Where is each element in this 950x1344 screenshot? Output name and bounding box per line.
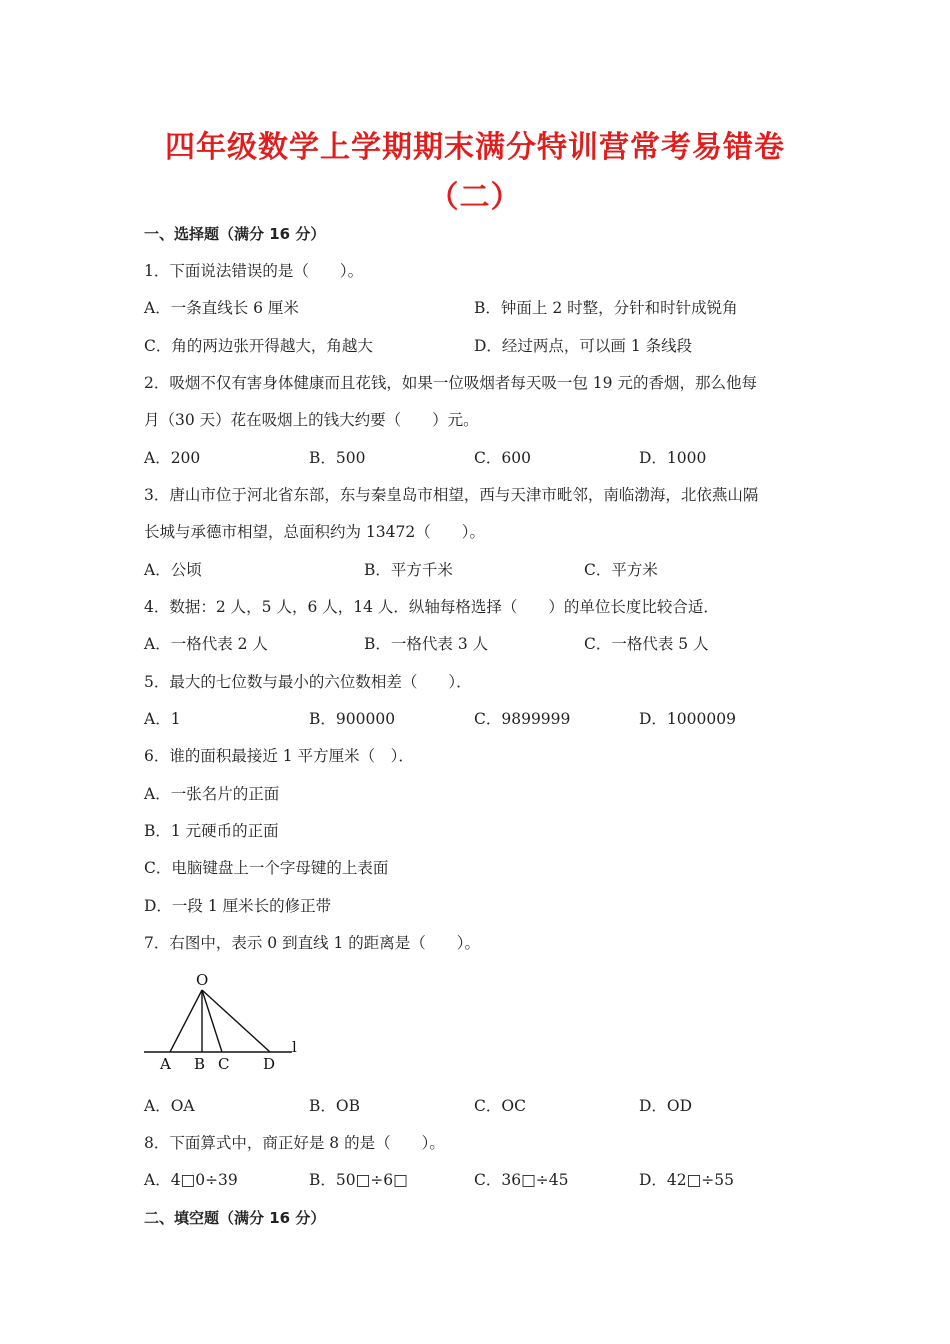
question-4-option-b[interactable]: B．一格代表 3 人 (364, 635, 489, 653)
question-8-stem: 8．下面算式中，商正好是 8 的是（ ）。 (144, 1134, 445, 1152)
question-5-option-a[interactable]: A．1 (144, 710, 181, 728)
question-3-option-c[interactable]: C．平方米 (584, 561, 658, 579)
question-5-option-d[interactable]: D．1000009 (639, 710, 736, 728)
point-b-label: B (194, 1055, 206, 1073)
question-6-stem: 6．谁的面积最接近 1 平方厘米（ ）． (144, 747, 414, 765)
question-7-option-c[interactable]: C．OC (474, 1097, 526, 1115)
question-1-option-c[interactable]: C．角的两边张开得越大，角越大 (144, 337, 373, 355)
question-1-option-a[interactable]: A．一条直线长 6 厘米 (144, 299, 299, 317)
question-8-option-c[interactable]: C．36□÷45 (474, 1171, 569, 1189)
point-d-label: D (263, 1055, 276, 1073)
question-6-option-b[interactable]: B．1 元硬币的正面 (144, 822, 279, 840)
section-heading-choice: 一、选择题（满分 16 分） (144, 225, 326, 243)
question-7-stem: 7．右图中，表示 0 到直线 1 的距离是（ ）。 (144, 934, 481, 952)
section-heading-fill-blank: 二、填空题（满分 16 分） (144, 1209, 326, 1227)
question-7-option-a[interactable]: A．OA (144, 1097, 195, 1115)
question-2-stem-line2: 月（30 天）花在吸烟上的钱大约要（ ）元。 (144, 411, 479, 429)
question-2-option-b[interactable]: B．500 (309, 449, 366, 467)
question-4-stem: 4．数据：2 人，5 人，6 人，14 人．纵轴每格选择（ ）的单位长度比较合适． (144, 598, 719, 616)
question-8-option-a[interactable]: A．4□0÷39 (144, 1171, 238, 1189)
question-2-option-d[interactable]: D．1000 (639, 449, 707, 467)
question-6-option-a[interactable]: A．一张名片的正面 (144, 785, 280, 803)
question-3-option-b[interactable]: B．平方千米 (364, 561, 453, 579)
question-8-option-d[interactable]: D．42□÷55 (639, 1171, 735, 1189)
question-4-option-a[interactable]: A．一格代表 2 人 (144, 635, 268, 653)
question-6-option-c[interactable]: C．电脑键盘上一个字母键的上表面 (144, 859, 389, 877)
perpendicular-distance-figure (140, 968, 310, 1078)
question-5-stem: 5．最大的七位数与最小的六位数相差（ ）． (144, 673, 472, 691)
question-1-option-b[interactable]: B．钟面上 2 时整，分针和时针成锐角 (474, 299, 738, 317)
exam-title-subtitle: （二） (428, 180, 522, 215)
question-3-stem-line2: 长城与承德市相望，总面积约为 13472（ ）。 (144, 523, 485, 541)
question-5-option-c[interactable]: C．9899999 (474, 710, 571, 728)
question-3-stem-line1: 3．唐山市位于河北省东部，东与秦皇岛市相望，西与天津市毗邻，南临渤海，北依燕山隔 (144, 486, 759, 504)
question-6-option-d[interactable]: D．一段 1 厘米长的修正带 (144, 897, 332, 915)
question-1-stem: 1．下面说法错误的是（ ）。 (144, 262, 364, 280)
question-2-option-a[interactable]: A．200 (144, 449, 201, 467)
question-7-option-d[interactable]: D．OD (639, 1097, 693, 1115)
exam-title: 四年级数学上学期期末满分特训营常考易错卷 (165, 130, 785, 165)
question-8-option-b[interactable]: B．50□÷6□ (309, 1171, 408, 1189)
question-5-option-b[interactable]: B．900000 (309, 710, 396, 728)
point-c-label: C (218, 1055, 230, 1073)
question-1-option-d[interactable]: D．经过两点，可以画 1 条线段 (474, 337, 693, 355)
question-2-option-c[interactable]: C．600 (474, 449, 531, 467)
question-4-option-c[interactable]: C．一格代表 5 人 (584, 635, 709, 653)
question-3-option-a[interactable]: A．公顷 (144, 561, 202, 579)
segment-oa (170, 990, 202, 1052)
question-7-option-b[interactable]: B．OB (309, 1097, 360, 1115)
point-o-label: O (196, 971, 209, 989)
line-l-label: l (292, 1038, 297, 1056)
question-2-stem-line1: 2．吸烟不仅有害身体健康而且花钱，如果一位吸烟者每天吸一包 19 元的香烟，那么他每 (144, 374, 757, 392)
point-a-label: A (160, 1055, 171, 1073)
